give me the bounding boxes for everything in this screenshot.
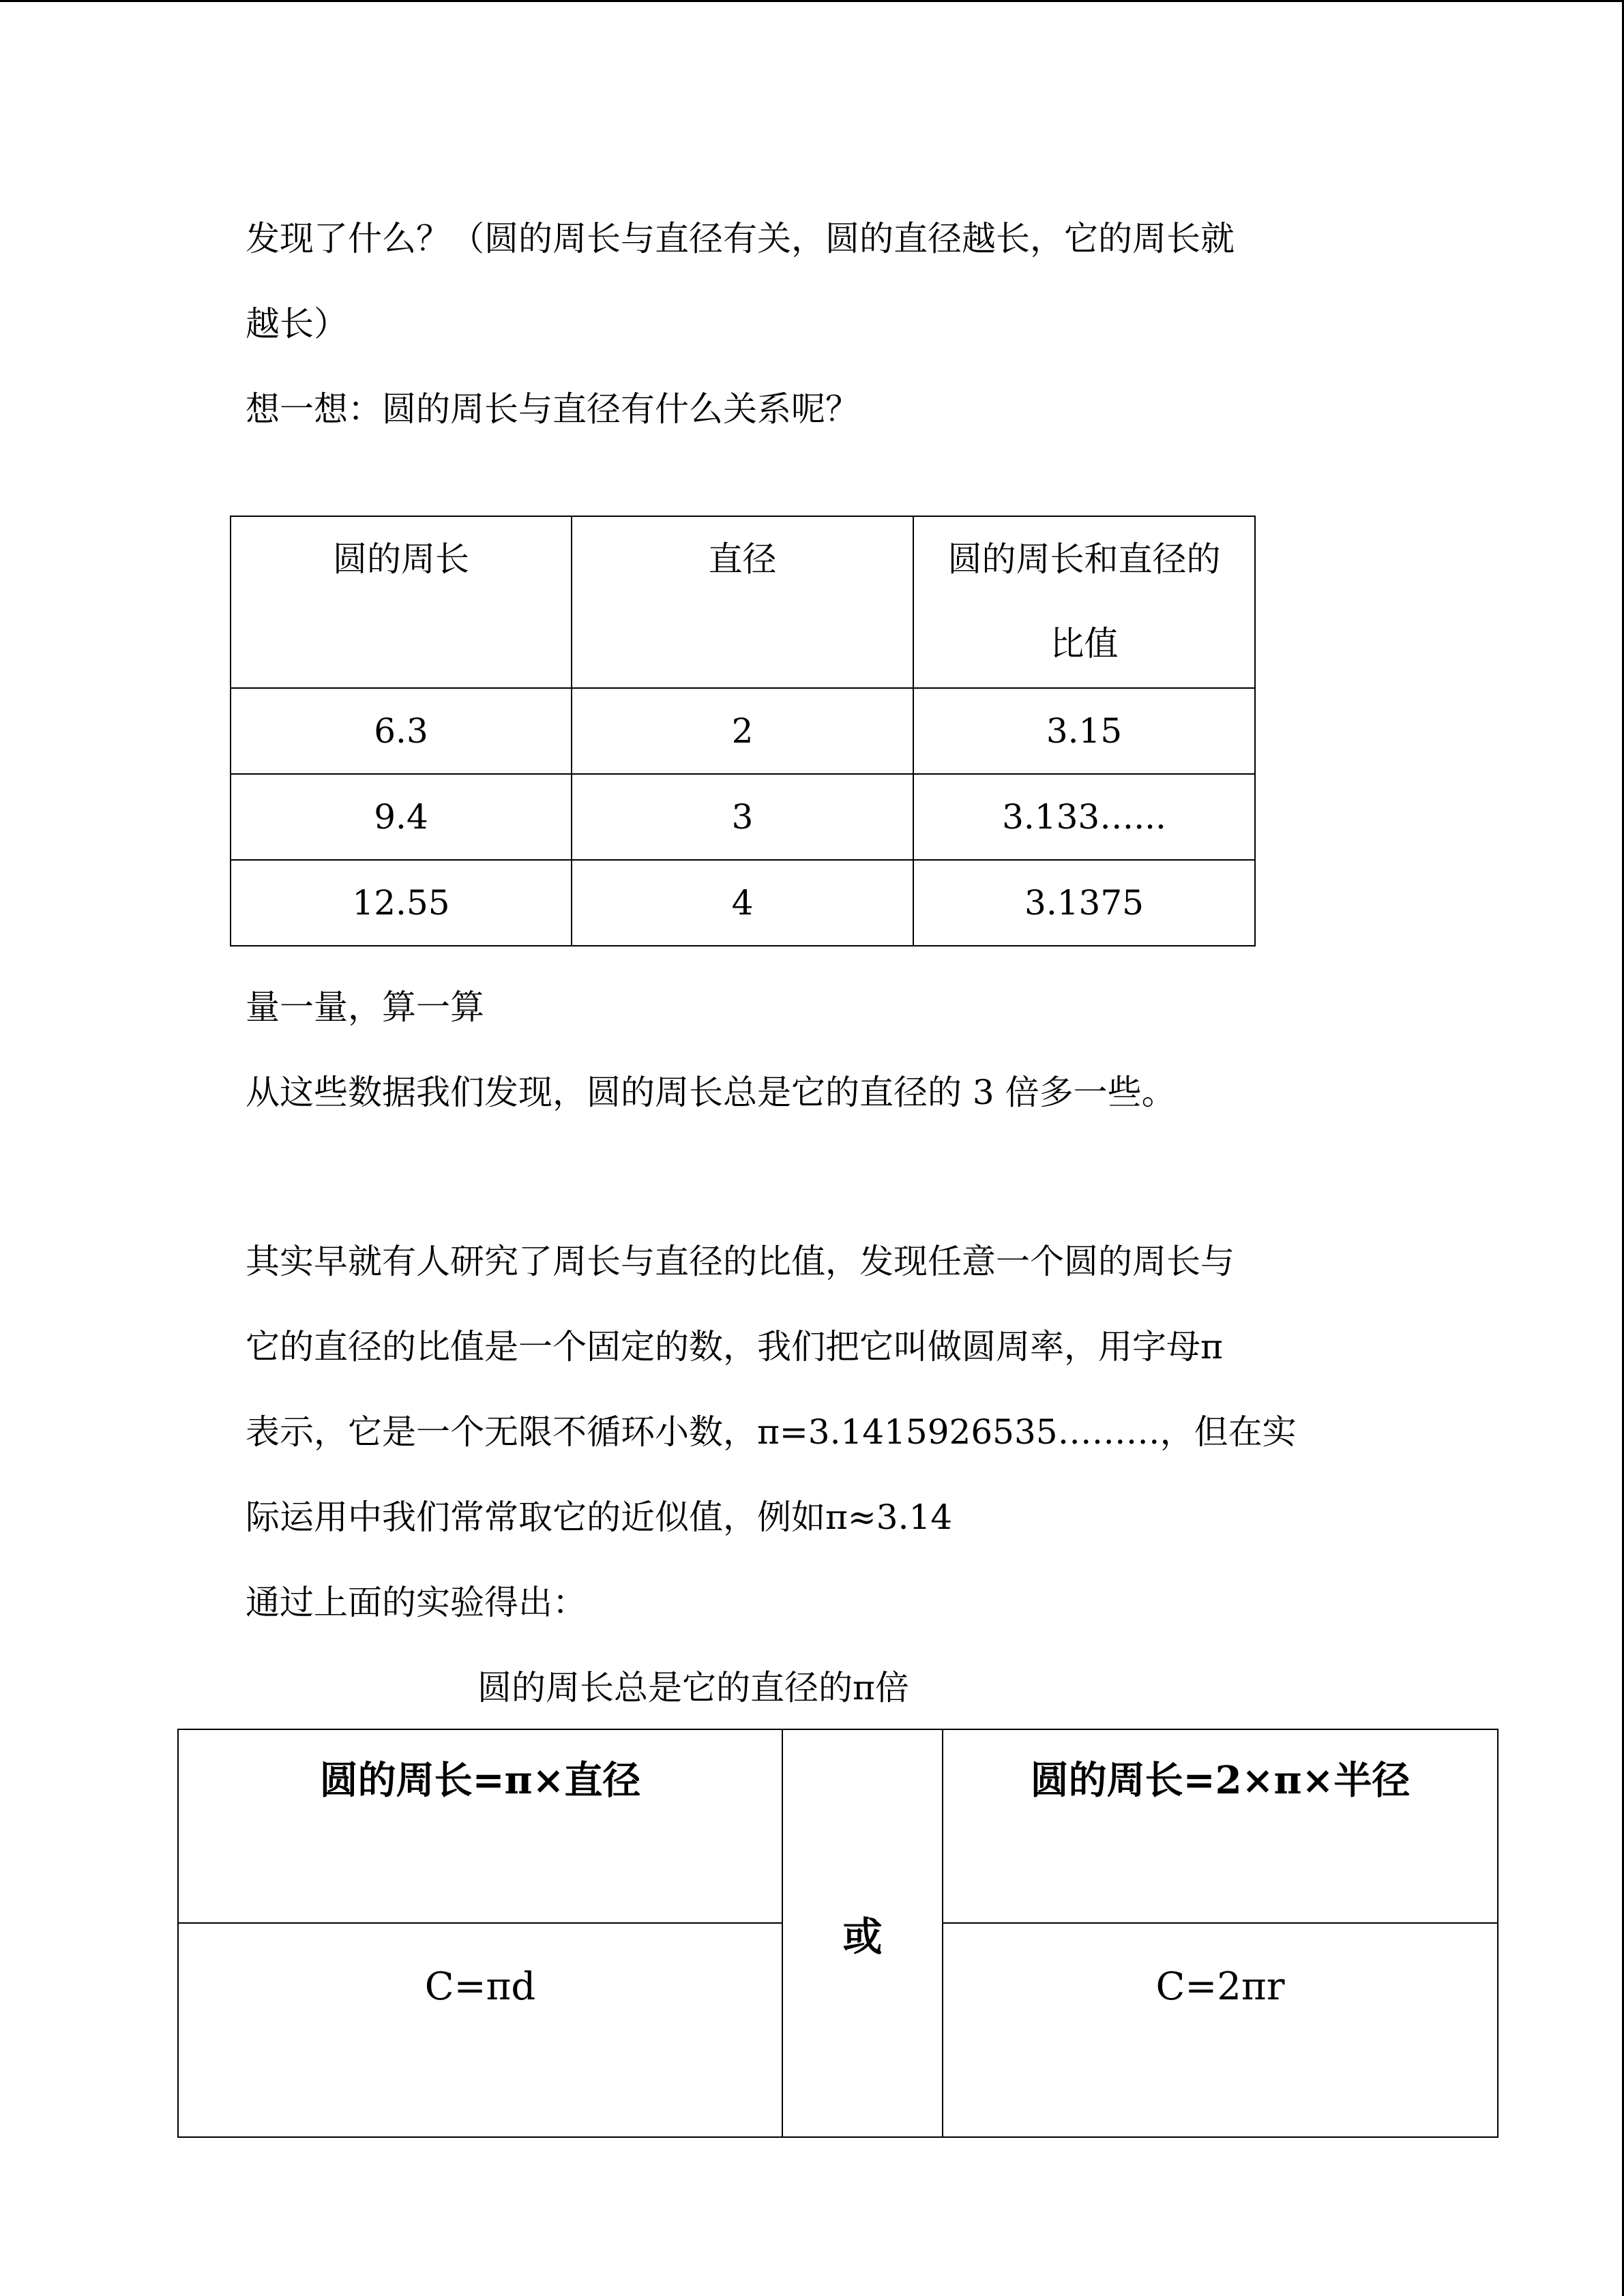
formula-table [177,1729,1498,2138]
table-row [231,860,1255,946]
cell-circumference: 6.3 [231,688,572,774]
table-header-row [231,516,1255,688]
cell-ratio: 3.133…... [913,774,1255,860]
page-top-border [0,0,1624,2]
paragraph-think: 想一想：圆的周长与直径有什么关系呢？ [246,389,859,429]
formula-right-symbolic: C=2πr [943,1923,1498,2137]
cell-circumference: 9.4 [231,774,572,860]
formula-left-symbolic: C=πd [178,1923,782,2137]
paragraph-pi-line4: 际运用中我们常常取它的近似值，例如π≈3.14 [246,1497,953,1537]
paragraph-pi-line3: 表示，它是一个无限不循环小数，π=3.1415926535………，但在实 [246,1412,1297,1452]
paragraph-discovery-line2: 越长） [246,304,348,344]
formula-or: 或 [782,1729,943,2137]
cell-ratio: 3.15 [913,688,1255,774]
paragraph-conclusion-intro: 通过上面的实验得出： [246,1583,587,1622]
paragraph-conclusion: 圆的周长总是它的直径的π倍 [477,1668,909,1708]
paragraph-finding: 从这些数据我们发现，圆的周长总是它的直径的 3 倍多一些。 [246,1073,1176,1112]
cell-circumference: 12.55 [231,860,572,946]
cell-diameter: 4 [572,860,913,946]
table-row [231,774,1255,860]
paragraph-pi-line1: 其实早就有人研究了周长与直径的比值，发现任意一个圆的周长与 [246,1242,1235,1281]
header-diameter: 直径 [572,516,913,688]
paragraph-pi-line2: 它的直径的比值是一个固定的数，我们把它叫做圆周率，用字母π [246,1327,1223,1367]
header-circumference: 圆的周长 [231,516,572,688]
formula-row-title [178,1729,1498,1923]
cell-diameter: 2 [572,688,913,774]
header-ratio: 圆的周长和直径的 比值 [913,516,1255,688]
measurement-table [230,516,1256,946]
cell-diameter: 3 [572,774,913,860]
paragraph-measure: 量一量，算一算 [246,987,484,1027]
table-row [231,688,1255,774]
paragraph-discovery-line1: 发现了什么？（圆的周长与直径有关，圆的直径越长，它的周长就 [246,219,1235,258]
formula-left-title: 圆的周长=π×直径 [178,1729,782,1923]
cell-ratio: 3.1375 [913,860,1255,946]
formula-right-title: 圆的周长=2×π×半径 [943,1729,1498,1923]
